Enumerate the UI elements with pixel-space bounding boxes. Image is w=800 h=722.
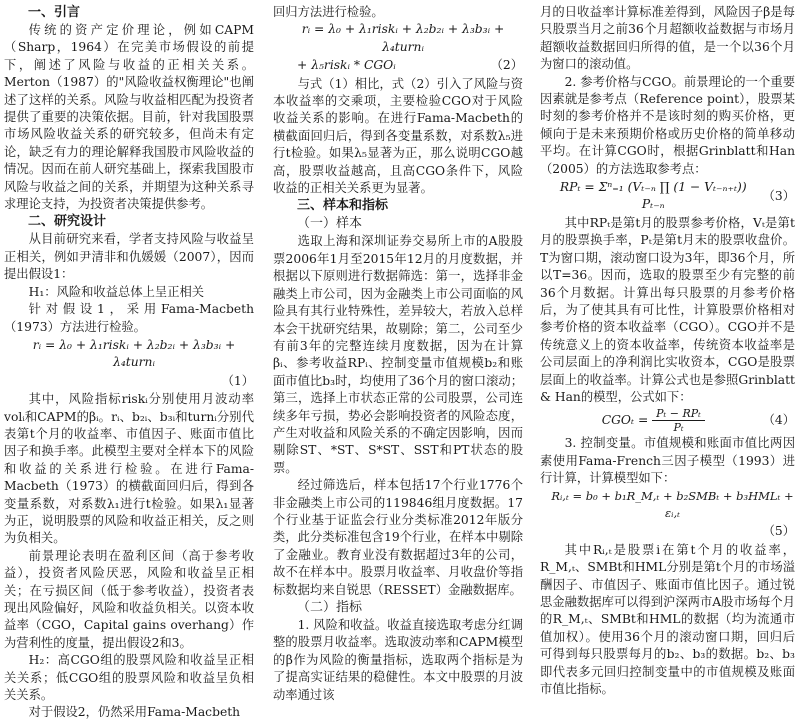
equation-2-line-1: rᵢ = λ₀ + λ₁riskᵢ + λ₂b₂ᵢ + λ₃b₃ᵢ + λ₄turnᵢ [301, 22, 505, 54]
hypothesis-2: H₂：高CGO组的股票风险和收益呈正相关关系；低CGO组的股票风险和收益呈负相关关系。 [4, 653, 254, 703]
equation-3 [540, 179, 795, 214]
equation-1 [4, 337, 254, 372]
reference-price-paragraph: 2. 参考价格与CGO。前景理论的一个重要因素就是参考点（Reference point），股票某时刻的参考价格并不是该时刻的购买价格，更倾向于是未来预期价格或历史价格的简单移动平均。在计算CGO时，根据Grinblatt和Han（2005）的方法选取参考点： [540, 74, 795, 176]
equation-4-denominator: Pₜ [673, 421, 684, 435]
section-intro-title: 一、引言 [28, 5, 81, 20]
control-variables-paragraph: 3. 控制变量。市值规模和账面市值比两因素使用Fama-French三因子模型（1993）进行计算，计算模型如下： [540, 436, 795, 486]
intro-paragraph: 传统的资产定价理论，例如CAPM（Sharp，1964）在完美市场假设的前提下，阐述了风险与收益的正相关关系。Merton（1987）的"风险收益权衡理论"也阐述了这样的关系。风险与收益相匹配为投资者提供了重要的决策依据。目前，针对我国股票市场风险收益关系的研究较多，但尚未有定论，缺乏有力的理论解释我国股市风险收益的情况。因而在前人研究基础上，探索我国股市风险与收益之间的关系，并期望为这种关系寻求理论支持，为投资者决策提供参考。 [4, 23, 254, 212]
subsection-indicators: （二）指标 [297, 600, 363, 615]
column-1 [4, 4, 254, 722]
equation-4-number: （4） [762, 413, 795, 428]
method-paragraph: 针对假设1，采用Fama-Macbeth（1973）方法进行检验。 [4, 302, 254, 334]
prospect-theory-paragraph: 前景理论表明在盈利区间（高于参考收益），投资者风险厌恶，风险和收益呈正相关；在亏损区间（低于参考收益），投资者表现出风险偏好，风险和收益负相关。以资本收益率（CGO，Capital gains overhang）作为营利性的度量，提出假设2和3。 [4, 548, 254, 650]
equation-5-explanation: 其中Rᵢ,ₜ是股票i在第t个月的收益率，R_M,ₜ、SMBt和HML分别是第t个月的市场溢酬因子、市值因子、账面市值比因子。通过锐思金融数据库可以得到沪深两市A股市场每个月的R_M,ₜ、SMBt和HML的数据（均为流通市值加权）。使用36个月的滚动窗口期，回归后可得到每只股票每月的b₂、b₃的数据。b₂、b₃即代表多元回归控制变量中的市值规模及账面市值比指标。 [540, 542, 795, 697]
equation-4-fraction [652, 407, 705, 434]
equation-1-formula: rᵢ = λ₀ + λ₁riskᵢ + λ₂b₂ᵢ + λ₃b₃ᵢ + λ₄turnᵢ [32, 337, 236, 370]
equation-2-number: （2） [490, 58, 523, 73]
equation-3-number: （3） [762, 188, 795, 203]
section-sample-title: 三、样本和指标 [297, 198, 389, 214]
equation-4 [540, 407, 795, 434]
equation-4-numerator: Pₜ − RPₜ [652, 407, 705, 421]
equation-2-explanation: 与式（1）相比，式（2）引入了风险与资本收益率的交乘项，主要检验CGO对于风险收益关系的影响。在进行Fama-Macbeth的横截面回归后，得到各变量系数，对系数λ₅进行t检验。如果λ₅显著为正，那么说明CGO越高，股票收益越高，且高CGO条件下，风险收益的正相关关系更为显著。 [273, 76, 523, 196]
hypothesis-1: H₁：风险和收益总体上呈正相关 [28, 284, 205, 299]
equation-5-number: （5） [762, 524, 795, 539]
equation-2 [273, 57, 523, 74]
equation-4-lhs: CGOₜ = [601, 413, 653, 428]
equation-3-rhs: Σⁿ₌₁ (Vₜ₋ₙ ∏ (1 − Vₜ₋ₙ₊ₜ)) Pₜ₋ₙ [598, 180, 747, 212]
subsection-sample: （一）样本 [297, 216, 363, 232]
risk-return-paragraph: 1. 风险和收益。收益直接选取考虑分红调整的股票月收益率。选取波动率和CAPM模型的β作为风险的衡量指标，选取两个指标是为了提高实证结果的稳健性。本文中股票的月波动率通过该 [273, 618, 523, 702]
equation-1-explanation: 其中，风险指标riskᵢ分别使用月波动率volᵢ和CAPM的βᵢ。rᵢ、b₂ᵢ、b₃ᵢ和turnᵢ分别代表第t个月的收益率、市值因子、账面市值比因子和换手率。此模型主要对全样本下的风险和收益的关系进行检验。在进行Fama-Macbeth（1973）的横截面回归后，得到各变量系数，对系数λ₁进行t检验。如果λ₁显著为正，说明股票的风险和收益正相关，反之则为负相关。 [4, 392, 254, 546]
continued-text: 回归方法进行检验。 [273, 5, 384, 19]
section-design-title: 二、研究设计 [28, 214, 107, 230]
column-3 [540, 4, 795, 698]
volatility-paragraph: 月的日收益率计算标准差得到，风险因子β是每只股票当月之前36个月超额收益数据与市场月超额收益数据回归所得的值，是一个以36个月为窗口的滚动值。 [540, 5, 795, 72]
equation-1-number: （1） [221, 373, 254, 388]
column-2 [273, 4, 523, 704]
hypothesis-2-test: 对于假设2，仍然采用Fama-Macbeth [28, 705, 241, 720]
sample-summary-paragraph: 经过筛选后，样本包括17个行业1776个非金融类上市公司的119846组月度数据。17个行业基于证监会行业分类标准2012年版分类，此分类标准包含19个行业，在样本中剔除了金融业。教育业没有数据超过3年的公司，故不在样本中。股票月收益率、月收盘价等指标数据均来自锐思（RESSET）金融数据库。 [273, 478, 523, 597]
design-paragraph: 从目前研究来看，学者支持风险与收益呈正相关，例如尹清非和仇媛媛（2007），因而提出假设1： [4, 232, 254, 282]
equation-5-formula: Rᵢ,ₜ = b₀ + b₁R_M,ₜ + b₂SMBₜ + b₃HMLₜ + εᵢ,ₜ [551, 488, 794, 520]
equation-3-explanation: 其中RPₜ是第t月的股票参考价格，Vₜ是第t月的股票换手率，Pₜ是第t月末的股票收盘价。T为窗口期，滚动窗口设为3年，即36个月，所以T=36。因而，选取的股票至少有完整的前36个月数据。计算出每只股票的月参考价格后，为了使其具有可比性，计算股票价格相对参考价格的资本收益率（CGO）。CGO并不是传统意义上的资本收益率，传统资本收益率是公司层面上的净利润比实收资本，CGO是股票层面上的收益率。计算公式也是参照Grinblatt & Han的模型，公式如下： [540, 215, 795, 404]
equation-2-line-2: + λ₅riskᵢ * CGOᵢ [297, 58, 396, 73]
equation-3-lhs: RPₜ = [559, 180, 599, 195]
sample-paragraph: 选取上海和深圳证券交易所上市的A股股票2006年1月至2015年12月的月度数据，并根据以下原则进行数据筛选：第一，选择非金融类上市公司，因为金融类上市公司面临的风险具有其行业特殊性，差异较大，若放入总样本会干扰研究结果，故剔除；第二，公司至少有前3年的完整连续月度数据，因为在计算βᵢ、参考收益RPᵢ、控制变量市值规模b₂和账面市值比b₃时，均使用了36个月的窗口滚动；第三，选择上市状态正常的公司股票，公司连续多年亏损，势必会影响投资者的风险态度，产生对收益和风险关系的不确定因影响，因而剔除ST、*ST、S*ST、SST和PT状态的股票。 [273, 234, 523, 475]
